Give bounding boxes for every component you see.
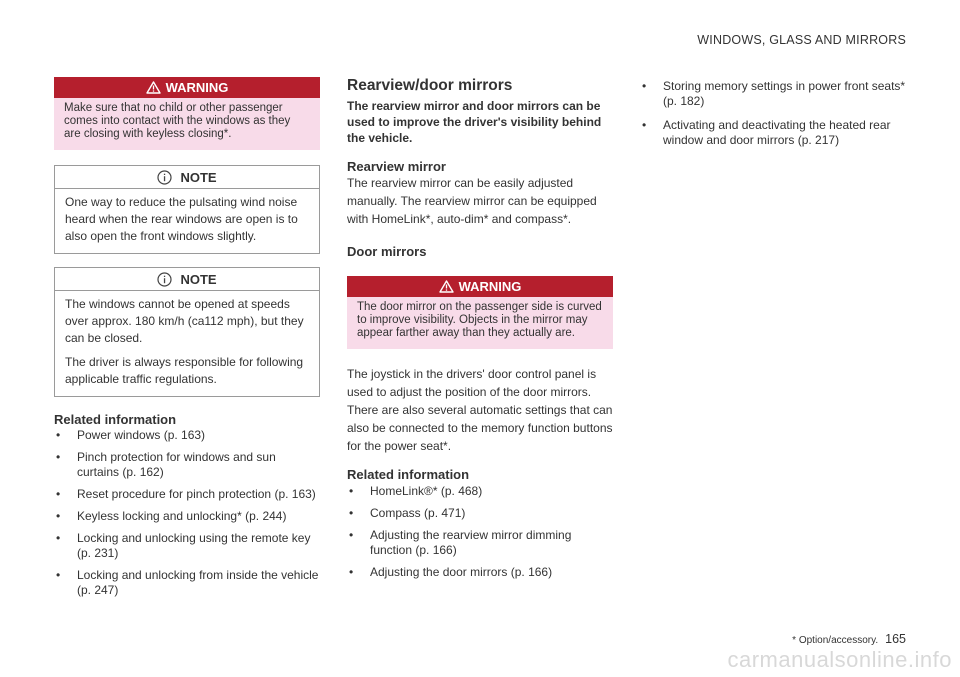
warning-triangle-icon xyxy=(439,280,454,293)
related-info-heading: Related information xyxy=(54,412,177,427)
joystick-text: The joystick in the drivers' door control panel is used to adjust the position of the door mirrors. There are also several automatic settings that can also be connected to the memory function buttons for the power seat*. xyxy=(347,367,613,453)
page-header: WINDOWS, GLASS AND MIRRORS xyxy=(697,33,906,47)
column-middle xyxy=(347,77,613,587)
related-info-heading: Related information xyxy=(347,467,470,482)
warning-header xyxy=(347,276,613,297)
related-link[interactable]: • Locking and unlocking from inside the vehicle (p. 247) xyxy=(54,568,320,598)
note-text xyxy=(55,189,319,253)
warning-label: WARNING xyxy=(165,80,229,95)
note-box xyxy=(54,165,320,254)
related-link[interactable]: • Pinch protection for windows and sun curtains (p. 162) xyxy=(54,450,320,480)
note-text xyxy=(55,291,319,396)
page-footer xyxy=(792,632,906,646)
related-info-list xyxy=(347,484,613,580)
related-link[interactable]: • Compass (p. 471) xyxy=(347,506,613,521)
related-link[interactable]: • Locking and unlocking using the remote key (p. 231) xyxy=(54,531,320,561)
note-paragraph: The driver is always responsible for following applicable traffic regulations. xyxy=(65,355,304,386)
related-link[interactable]: • Adjusting the door mirrors (p. 166) xyxy=(347,565,613,580)
column-left xyxy=(54,77,320,605)
column-right xyxy=(640,79,906,155)
related-link[interactable]: • Reset procedure for pinch protection (p. 163) xyxy=(54,487,320,502)
page-number: 165 xyxy=(885,632,906,646)
related-info-list-continued xyxy=(640,79,906,148)
related-info-list xyxy=(54,428,320,598)
warning-header xyxy=(54,77,320,98)
related-link[interactable]: • Activating and deactivating the heated rear window and door mirrors (p. 217) xyxy=(640,118,906,148)
note-header xyxy=(55,166,319,189)
rearview-heading: Rearview mirror xyxy=(347,159,446,174)
warning-label: WARNING xyxy=(458,279,522,294)
note-header xyxy=(55,268,319,291)
related-link[interactable]: • Power windows (p. 163) xyxy=(54,428,320,443)
note-box xyxy=(54,267,320,397)
option-footnote: * Option/accessory. xyxy=(792,635,879,646)
info-circle-icon xyxy=(157,272,172,287)
note-label: NOTE xyxy=(180,271,217,287)
warning-text: The door mirror on the passenger side is curved to improve visibility. Objects in the mirror may appear farther away than they actually are. xyxy=(357,301,602,339)
warning-box xyxy=(54,77,320,150)
related-link[interactable]: • Keyless locking and unlocking* (p. 244) xyxy=(54,509,320,524)
related-link[interactable]: • Storing memory settings in power front seats* (p. 182) xyxy=(640,79,906,109)
watermark: carmanualsonline.info xyxy=(727,647,952,672)
warning-triangle-icon xyxy=(146,81,161,94)
warning-box xyxy=(347,276,613,349)
section-intro: The rearview mirror and door mirrors can be used to improve the driver's visibility behind the vehicle. xyxy=(347,99,602,145)
note-paragraph: The windows cannot be opened at speeds over approx. 180 km/h (ca112 mph), but they can be closed. xyxy=(65,297,304,345)
rearview-text: The rearview mirror can be easily adjusted manually. The rearview mirror can be equipped with HomeLink*, auto-dim* and compass*. xyxy=(347,176,597,226)
note-paragraph: One way to reduce the pulsating wind noise heard when the rear windows are open is to also open the front windows slightly. xyxy=(65,195,298,243)
warning-text: Make sure that no child or other passenger comes into contact with the windows as they are closing with keyless closing*. xyxy=(64,102,291,140)
related-link[interactable]: • Adjusting the rearview mirror dimming function (p. 166) xyxy=(347,528,613,558)
related-link[interactable]: • HomeLink®* (p. 468) xyxy=(347,484,613,499)
section-title: Rearview/door mirrors xyxy=(347,77,513,94)
info-circle-icon xyxy=(157,170,172,185)
door-mirrors-heading: Door mirrors xyxy=(347,244,427,259)
note-label: NOTE xyxy=(180,169,217,185)
